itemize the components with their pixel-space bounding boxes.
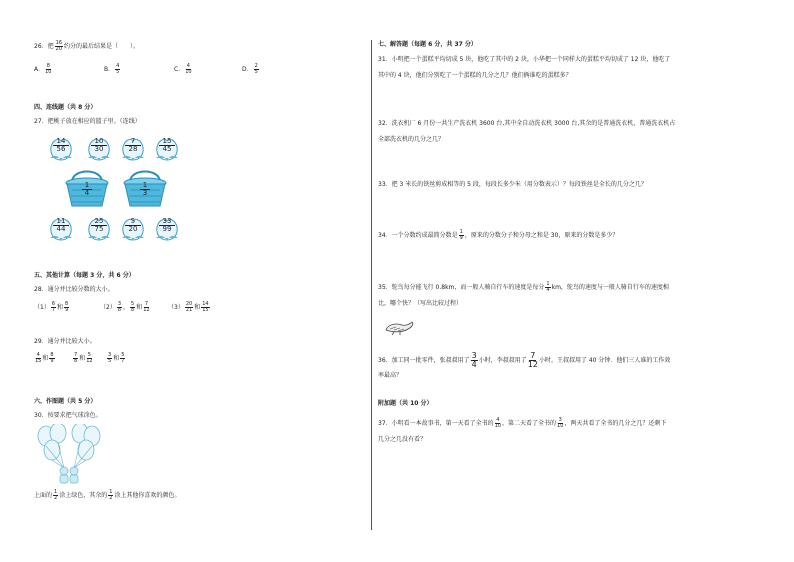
peach[interactable]: 11 44 [46,214,76,242]
extra-section-title: 附加题（共 10 分） [378,400,433,407]
fraction: $\frac{16}{20}$ [55,40,63,52]
peach[interactable]: 10 30 [84,134,114,162]
question-35-line1: 35．鸵鸟每分能飞行 0.8km，而一般人骑自行车的速度是每分 $\frac{1}{4}$ km，鸵鸟的速度与一般人骑自行车的速度相 [378,281,669,293]
peach[interactable]: 5 20 [118,214,148,242]
question-36-line1: 36．加工同一批零件，张叔叔用了 $\frac{3}{4}$ 小时，李叔叔用了 $\frac{7}{12}$ 小时，王叔叔用了 40 分钟．他们三人谁的工作效 [378,351,671,369]
peach[interactable]: 33 99 [152,214,182,242]
question-35-line2: 比，哪个快？（写出比较过程） [378,300,463,307]
question-31-line2: 其中的 4 块，他们分别吃了一个蛋糕的几分之几？他们俩谁吃的蛋糕多？ [378,72,572,79]
question-30: 30．按要求把气球涂色。 [34,412,102,419]
question-26: 26．把 $\frac{16}{20}$ 约分的最后结果是（ ）。 [34,40,140,52]
q29-item-2: $\frac{7}{8}$ 和 $\frac{5}{12}$ [74,352,93,364]
peach[interactable]: 15 45 [152,134,182,162]
q26-option-a: A． $\frac{8}{10}$ [34,63,52,75]
q28-item-2: （2） $\frac{3}{8}$ ， $\frac{5}{8}$ 和 $\frac{7}{12}$ [100,301,150,313]
q30-caption: 上面的 $\frac{1}{2}$ 涂上绿色，其余的 $\frac{1}{2}$ 涂上其他你喜欢的颜色。 [34,489,181,501]
q26-option-b: B． $\frac{4}{5}$ [104,63,120,75]
peach[interactable]: 7 28 [118,134,148,162]
peach[interactable]: 25 75 [84,214,114,242]
peach[interactable]: 14 56 [46,134,76,162]
basket[interactable]: 1 4 [64,168,110,210]
section-4-title: 四、连线题（共 8 分） [34,104,97,111]
basket[interactable]: 1 3 [122,168,168,210]
column-divider [371,40,372,530]
question-37-line1: 37．小明看一本故事书，第一天看了全书的 $\frac{4}{10}$ ，第二天看了全书的 $\frac{3}{10}$ ，两天共看了全书的几分之几？还剩下 [378,417,667,429]
q26-option-c: C． $\frac{4}{10}$ [174,63,192,75]
question-37-line2: 几分之几没有看？ [378,436,427,443]
question-34: 34．一个分数约成最简分数是 $\frac{1}{9}$ ，原来的分数分子和分母之和是 30，原来的分数是多少？ [378,229,619,241]
question-28: 28．通分并比较分数的大小。 [34,286,114,293]
q28-item-1: （1） $\frac{6}{7}$ 和 $\frac{8}{9}$ [34,301,69,313]
q29-item-1: $\frac{4}{15}$ 和 $\frac{8}{9}$ [35,352,54,364]
question-32-line1: 32．洗衣机厂 6 月份一共生产洗衣机 3600 台,其中全自动洗衣机 3000 台,其余的是普通洗衣机，普通洗衣机占 [378,120,676,127]
section-6-title: 六、作图题（共 5 分） [34,398,97,405]
q26-option-d: D． $\frac{2}{5}$ [242,63,258,75]
question-36-line2: 率最高？ [378,372,403,379]
question-29: 29．通分并比较大小。 [34,338,96,345]
question-31-line1: 31．小明把一个蛋糕平均切成 5 块，他吃了其中的 2 块，小华把一个同样大的蛋糕平均切成了 12 块，他吃了 [378,56,671,63]
question-27: 27．把桃子放在相应的篮子里。（连线） [34,118,141,125]
ostrich-icon [382,320,418,336]
question-32-line2: 全部洗衣机的几分之几？ [378,136,445,143]
question-33: 33．把 3 米长的铁丝剪成相等的 5 段，每段长多少米（用分数表示）？每段铁丝是全长的几分之几？ [378,181,647,188]
q28-item-3: （3） $\frac{20}{21}$ 和 $\frac{14}{15}$ [168,301,209,313]
balloons-icon[interactable] [34,424,104,484]
q29-item-3: $\frac{3}{5}$ 和 $\frac{5}{7}$ [108,352,125,364]
section-5-title: 五、其他计算（每题 3 分，共 6 分） [34,272,135,279]
section-7-title: 七、解答题（每题 6 分，共 37 分） [378,41,477,48]
